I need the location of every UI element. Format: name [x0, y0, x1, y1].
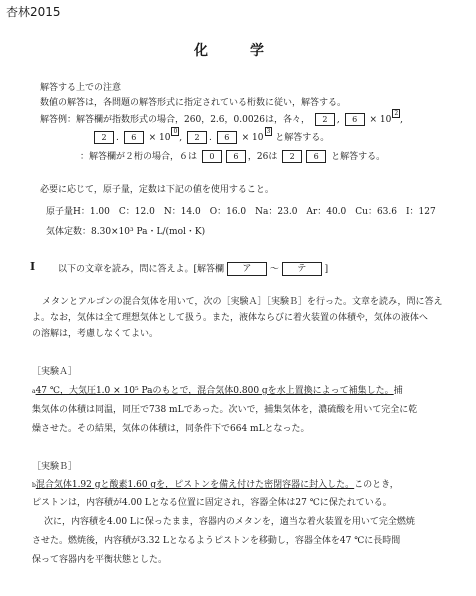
constants-intro: 必要に応じて，原子量，定数は下記の値を使用すること。 [40, 185, 274, 195]
answer-example-label: 解答例： [40, 115, 77, 125]
answer-example-tail: と解答する。 [275, 133, 330, 143]
times-ten: × 10 [241, 133, 264, 143]
answer-box: 0 [202, 150, 222, 163]
header-code: 杏林2015 [6, 5, 61, 19]
exponent-box: 3 [266, 128, 271, 135]
section-instruction-text: 以下の文章を読み，問に答えよ。[解答欄 [58, 264, 225, 275]
page-title: 化 学 [194, 43, 264, 59]
answer-example-1: 解答例：解答欄が指数形式の場合，260，2.6，0.0026は，各々， 2 , 6 × 102, [40, 110, 404, 125]
section-number: I [30, 260, 36, 273]
answer-example-3 [80, 150, 385, 163]
times-ten: × 10 [148, 133, 171, 143]
exponent-box: 2 [394, 110, 399, 117]
marker-a: a [32, 388, 36, 395]
times-ten: × 10 [369, 115, 392, 125]
answer-box: 2 [187, 131, 207, 144]
answer-box: 2 [94, 131, 114, 144]
experiment-a-line1-tail: 捕 [393, 386, 403, 396]
notes-line1: 数値の解答は，各問題の解答形式に指定されている桁数に従い，解答する。 [40, 98, 347, 108]
answer-example-3-tail: と解答する。 [331, 152, 386, 162]
experiment-b-line1 [32, 479, 399, 492]
answer-box: 6 [124, 131, 144, 144]
exponent-box: 0 [173, 128, 178, 135]
marker-b: b [32, 482, 36, 489]
intro-para-line: メタンとアルゴンの混合気体を用いて，次の［実験Ａ］［実験Ｂ］を行った。文章を読み，問に答え [42, 297, 443, 307]
answer-box: 2 [282, 150, 302, 163]
gas-constant: 気体定数：8.30×10³ Pa・L/(mol・K) [46, 227, 206, 237]
experiment-b-underlined: 混合気体1.92 gと酸素1.60 gを，ピストンを備え付けた密閉容器に封入した。 [35, 480, 355, 490]
experiment-a-label: ［実験Ａ］ [32, 367, 78, 377]
answer-box: 6 [226, 150, 246, 163]
intro-para-line: よ。なお，気体は全て理想気体として扱う。また，液体ならびに着火装置の体積や，気体の液体へ [32, 313, 428, 323]
atomic-weights: 原子量H：1.00 C：12.0 N：14.0 O：16.0 Na：23.0 Ar：40.0 Cu：63.6 I：127 [46, 207, 436, 217]
experiment-b-line1-tail: このとき， [354, 480, 399, 490]
experiment-b-line2: ピストンは，内容積が4.00 Lとなる位置に固定され，容器全体は27 ℃に保たれている。 [32, 498, 392, 508]
experiment-a-underlined: 47 ℃，大気圧1.0 × 10⁵ Paのもとで，混合気体0.800 gを水上置換によって補集した。 [35, 386, 394, 396]
experiment-a-line2: 集気体の体積は同温，同圧で738 mLであった。次いで，捕集気体を，濃硫酸を用いて完全に乾 [32, 405, 418, 415]
range-tilde: 〜 [269, 264, 279, 275]
answer-box: 6 [306, 150, 326, 163]
answer-example-2: 2 . 6 × 100, 2 . 6 × 103 と解答する。 [92, 131, 329, 144]
answer-example-text: 解答欄が指数形式の場合，260，2.6，0.0026は，各々， [76, 115, 310, 125]
answer-range-start-box: ア [227, 262, 267, 276]
answer-example-3-mid: ，26は [247, 152, 278, 162]
answer-example-3-text: ：解答欄が２桁の場合，６は [80, 152, 198, 162]
experiment-b-label: ［実験Ｂ］ [32, 462, 78, 472]
experiment-b-line3: 次に，内容積を4.00 Lに保ったまま，容器内のメタンを，適当な着火装置を用いて完全燃焼 [44, 517, 415, 527]
answer-range-end-box: テ [282, 262, 322, 276]
answer-box: 6 [345, 113, 365, 126]
notes-heading: 解答する上での注意 [40, 83, 122, 93]
experiment-b-line4: させた。燃焼後，内容積が3.32 Lとなるようピストンを移動し，容器全体を47 ℃に長時間 [32, 536, 401, 546]
experiment-b-line5: 保って容器内を平衡状態とした。 [32, 555, 168, 565]
section-instruction [58, 262, 328, 276]
answer-box: 6 [217, 131, 237, 144]
bracket-close: ] [324, 264, 329, 275]
answer-box: 2 [315, 113, 335, 126]
intro-para-line: の溶解は，考慮しなくてよい。 [32, 329, 159, 339]
experiment-a-line3: 燥させた。その結果，気体の体積は，同条件下で664 mLとなった。 [32, 424, 310, 434]
experiment-a-line1 [32, 385, 403, 398]
